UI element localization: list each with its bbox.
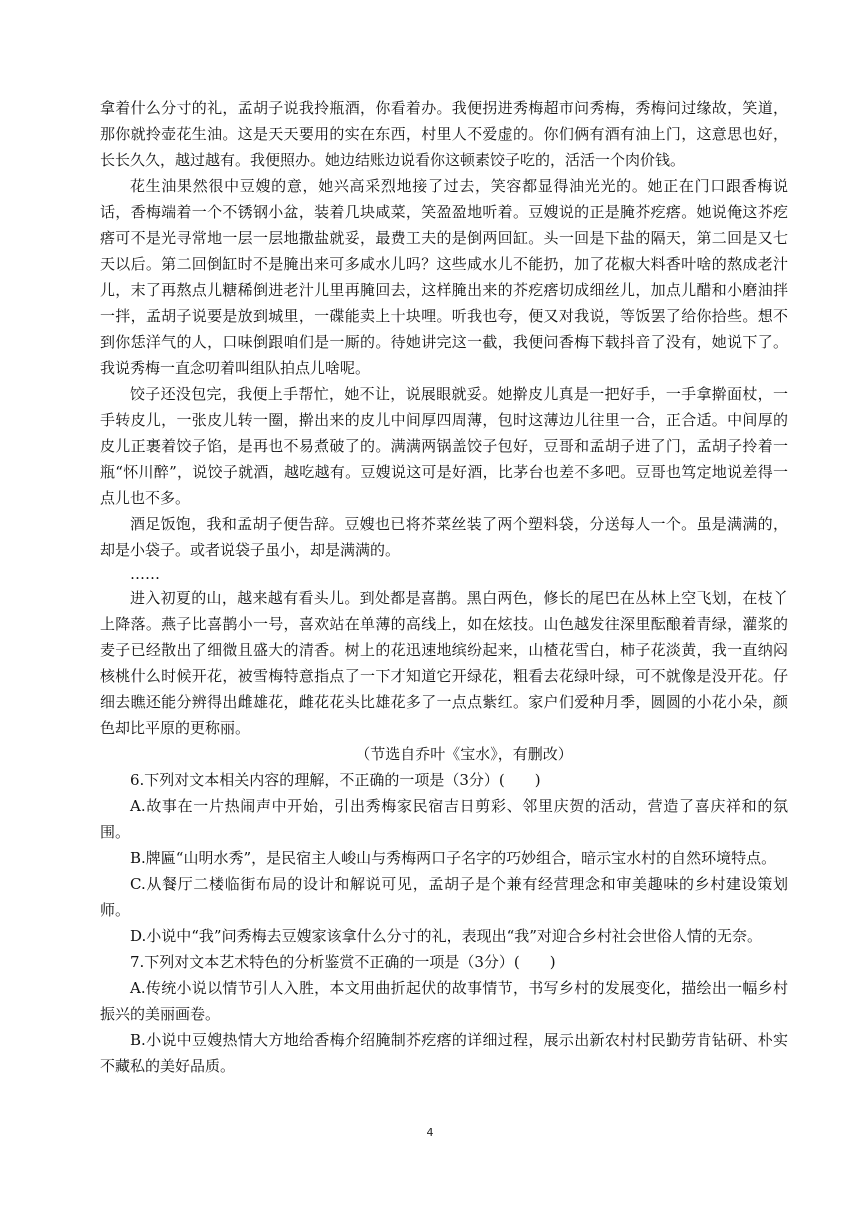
passage-paragraph-1: 拿着什么分寸的礼，孟胡子说我拎瓶酒，你看着办。我便拐进秀梅超市问秀梅，秀梅问过缘故，笑道，那你就拎壶花生油。这是天天要用的实在东西，村里人不爱虚的。你们俩有酒有油上门，这意思也好，长长久久，越过越有。我便照办。她边结账边说看你这顿素饺子吃的，活活一个肉价钱。 — [100, 99, 788, 169]
question-6-stem: 6.下列对文本相关内容的理解，不正确的一项是（3分）( ) — [130, 771, 541, 789]
question-6-option-b: B.牌匾“山明水秀”，是民宿主人峻山与秀梅两口子名字的巧妙组合，暗示宝水村的自然环境特点。 — [130, 849, 777, 867]
passage-paragraph-3: 饺子还没包完，我便上手帮忙，她不让，说展眼就妥。她擀皮儿真是一把好手，一手拿擀面杖，一手转皮儿，一张皮儿转一圈，擀出来的皮儿中间厚四周薄，包时这薄边儿往里一合，正合适。中间厚的皮儿正裹着饺子馅，是再也不易煮破了的。满满两锅盖饺子包好，豆哥和孟胡子进了门，孟胡子拎着一瓶“怀川醉”，说饺子就酒，越吃越有。豆嫂说这可是好酒，比茅台也差不多吧。豆哥也笃定地说差得一点儿也不多。 — [100, 385, 788, 507]
passage-paragraph-5: 进入初夏的山，越来越有看头儿。到处都是喜鹊。黑白两色，修长的尾巴在丛林上空飞划，在枝丫上降落。燕子比喜鹊小一号，喜欢站在单薄的高线上，如在炫技。山色越发往深里酝酿着青绿，灌浆的麦子已经散出了细微且盛大的清香。树上的花迅速地缤纷起来，山楂花雪白，柿子花淡黄，我一直纳闷核桃什么时候开花，被雪梅特意指点了一下才知道它开绿花，粗看去花绿叶绿，可不就像是没开花。仔细去瞧还能分辨得出雌雄花，雌花花头比雄花多了一点点紫红。家户们爱种月季，圆圆的小花小朵，颜色却比平原的更称丽。 — [100, 589, 788, 737]
document-body — [100, 95, 788, 1079]
question-7-option-b: B.小说中豆嫂热情大方地给香梅介绍腌制芥疙瘩的详细过程，展示出新农村村民勤劳肯钻研、朴实不藏私的美好品质。 — [100, 1031, 788, 1075]
question-7-stem: 7.下列对文本艺术特色的分析鉴赏不正确的一项是（3分）( ) — [130, 953, 556, 971]
page-number: 4 — [426, 1126, 434, 1139]
question-7-option-a: A.传统小说以情节引人入胜，本文用曲折起伏的故事情节，书写乡村的发展变化，描绘出一幅乡村振兴的美丽画卷。 — [100, 979, 788, 1023]
passage-paragraph-2: 花生油果然很中豆嫂的意，她兴高采烈地接了过去，笑容都显得油光光的。她正在门口跟香梅说话，香梅端着一个不锈钢小盆，装着几块咸菜，笑盈盈地听着。豆嫂说的正是腌芥疙瘩。她说俺这芥疙瘩可不是光寻常地一层一层地撒盐就妥，最费工夫的是倒两回缸。头一回是下盐的隔天，第二回是又七天以后。第二回倒缸时不是腌出来可多咸水儿吗？这些咸水儿不能扔，加了花椒大料香叶啥的熬成老汁儿，末了再熬点儿糖稀倒进老汁儿里再腌回去，这样腌出来的芥疙瘩切成细丝儿，加点儿醋和小磨油拌一拌，孟胡子说要是放到城里，一碟能卖上十块哩。听我也夸，便又对我说，等饭罢了给你拾些。想不到你恁洋气的人，口味倒跟咱们是一厮的。待她讲完这一截，我便问香梅下载抖音了没有，她说下了。我说秀梅一直念叨着叫组队拍点儿啥呢。 — [100, 177, 788, 377]
source-citation: （节选自乔叶《宝水》，有删改） — [355, 745, 573, 763]
passage-ellipsis: …… — [130, 565, 160, 583]
passage-paragraph-4: 酒足饭饱，我和孟胡子便告辞。豆嫂也已将芥菜丝装了两个塑料袋，分送每人一个。虽是满满的，却是小袋子。或者说袋子虽小，却是满满的。 — [100, 515, 788, 559]
question-6-option-a: A.故事在一片热闹声中开始，引出秀梅家民宿吉日剪彩、邻里庆贺的活动，营造了喜庆祥和的氛围。 — [100, 797, 788, 841]
question-6-option-c: C.从餐厅二楼临街布局的设计和解说可见，孟胡子是个兼有经营理念和审美趣味的乡村建设策划师。 — [100, 875, 788, 919]
question-6-option-d: D.小说中“我”问秀梅去豆嫂家该拿什么分寸的礼，表现出“我”对迎合乡村社会世俗人情的无奈。 — [130, 927, 762, 945]
